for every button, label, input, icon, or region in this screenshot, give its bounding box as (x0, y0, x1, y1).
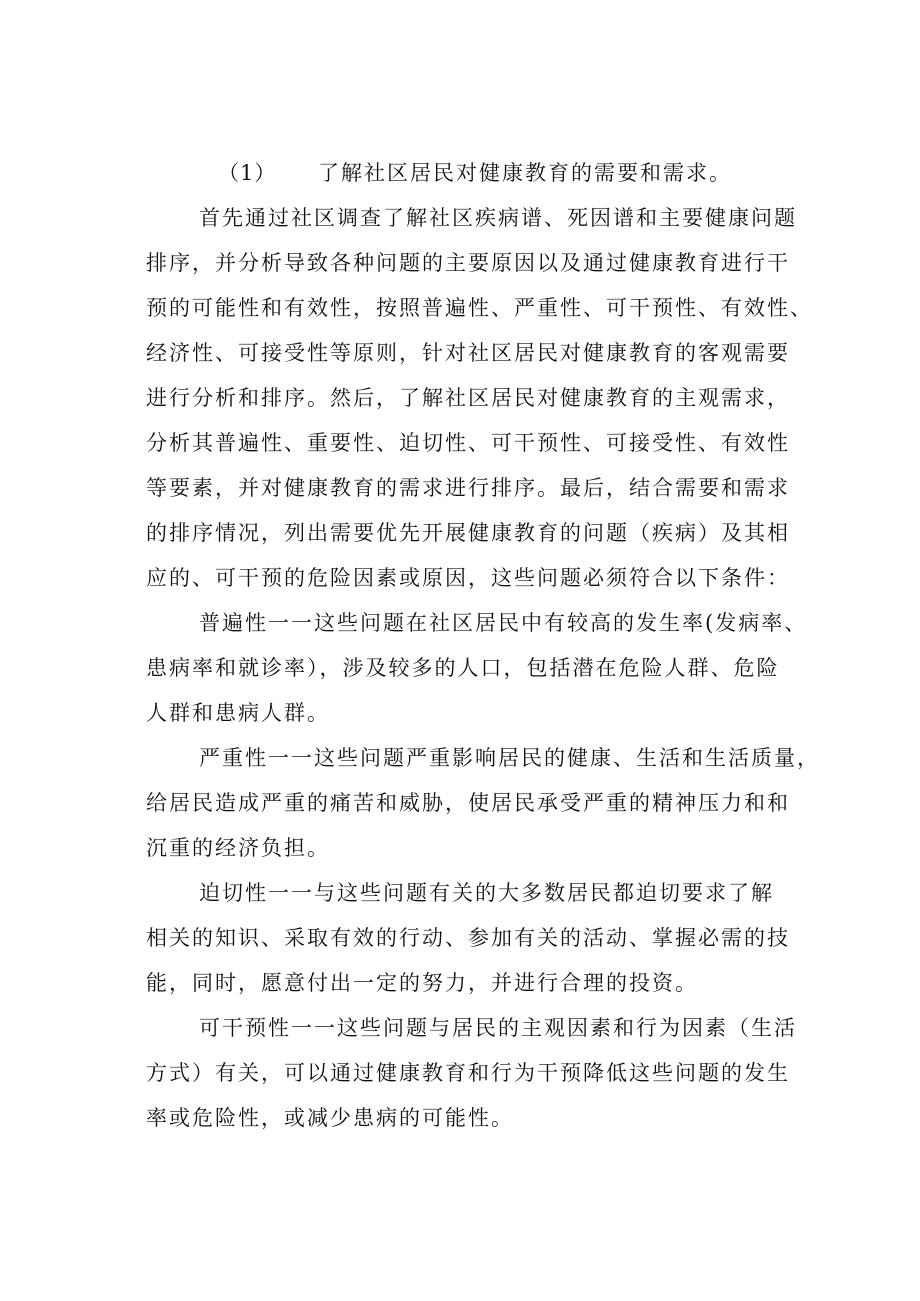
paragraph-5-line-1: 可干预性一一这些问题与居民的主观因素和行为因素（生活 (199, 1016, 797, 1040)
paragraph-3-line-1: 严重性一一这些问题严重影响居民的健康、生活和生活质量， (199, 746, 820, 770)
paragraph-3-line-2: 给居民造成严重的痛苦和威胁，使居民承受严重的精神压力和和 (146, 791, 790, 815)
paragraph-5-line-2: 方式）有关，可以通过健康教育和行为干预降低这些问题的发生 (146, 1061, 790, 1085)
paragraph-4-line-1: 迫切性一一与这些问题有关的大多数居民都迫切要求了解 (199, 881, 774, 905)
paragraph-1-line-2: 排序，并分析导致各种问题的主要原因以及通过健康教育进行干 (146, 251, 790, 275)
paragraph-1-line-9: 应的、可干预的危险因素或原因，这些问题必须符合以下条件： (146, 566, 790, 590)
paragraph-1-line-8: 的排序情况，列出需要优先开展健康教育的问题（疾病）及其相 (146, 521, 790, 545)
paragraph-2-line-1: 普遍性一一这些问题在社区居民中有较高的发生率(发病率、 (199, 611, 808, 635)
paragraph-5-line-3: 率或危险性，或减少患病的可能性。 (146, 1106, 514, 1130)
section-number: （1） (218, 161, 277, 185)
paragraph-2-line-2: 患病率和就诊率），涉及较多的人口，包括潜在危险人群、危险 (146, 656, 780, 680)
paragraph-1-line-7: 等要素，并对健康教育的需求进行排序。最后，结合需要和需求 (146, 476, 790, 500)
paragraph-1-line-5: 进行分析和排序。然后，了解社区居民对健康教育的主观需求， (146, 386, 790, 410)
paragraph-4-line-3: 能，同时，愿意付出一定的努力，并进行合理的投资。 (146, 971, 698, 995)
paragraph-1-line-6: 分析其普遍性、重要性、迫切性、可干预性、可接受性、有效性 (146, 431, 790, 455)
paragraph-2-line-3: 人群和患病人群。 (146, 701, 330, 725)
paragraph-4-line-2: 相关的知识、采取有效的行动、参加有关的活动、掌握必需的技 (146, 926, 790, 950)
section-heading: 了解社区居民对健康教育的需要和需求。 (318, 161, 732, 185)
paragraph-1-line-4: 经济性、可接受性等原则，针对社区居民对健康教育的客观需要 (146, 341, 790, 365)
paragraph-1-line-1: 首先通过社区调查了解社区疾病谱、死因谱和主要健康问题 (199, 206, 797, 230)
paragraph-1-line-3: 预的可能性和有效性，按照普遍性、严重性、可干预性、有效性、 (146, 296, 813, 320)
paragraph-3-line-3: 沉重的经济负担。 (146, 836, 330, 860)
